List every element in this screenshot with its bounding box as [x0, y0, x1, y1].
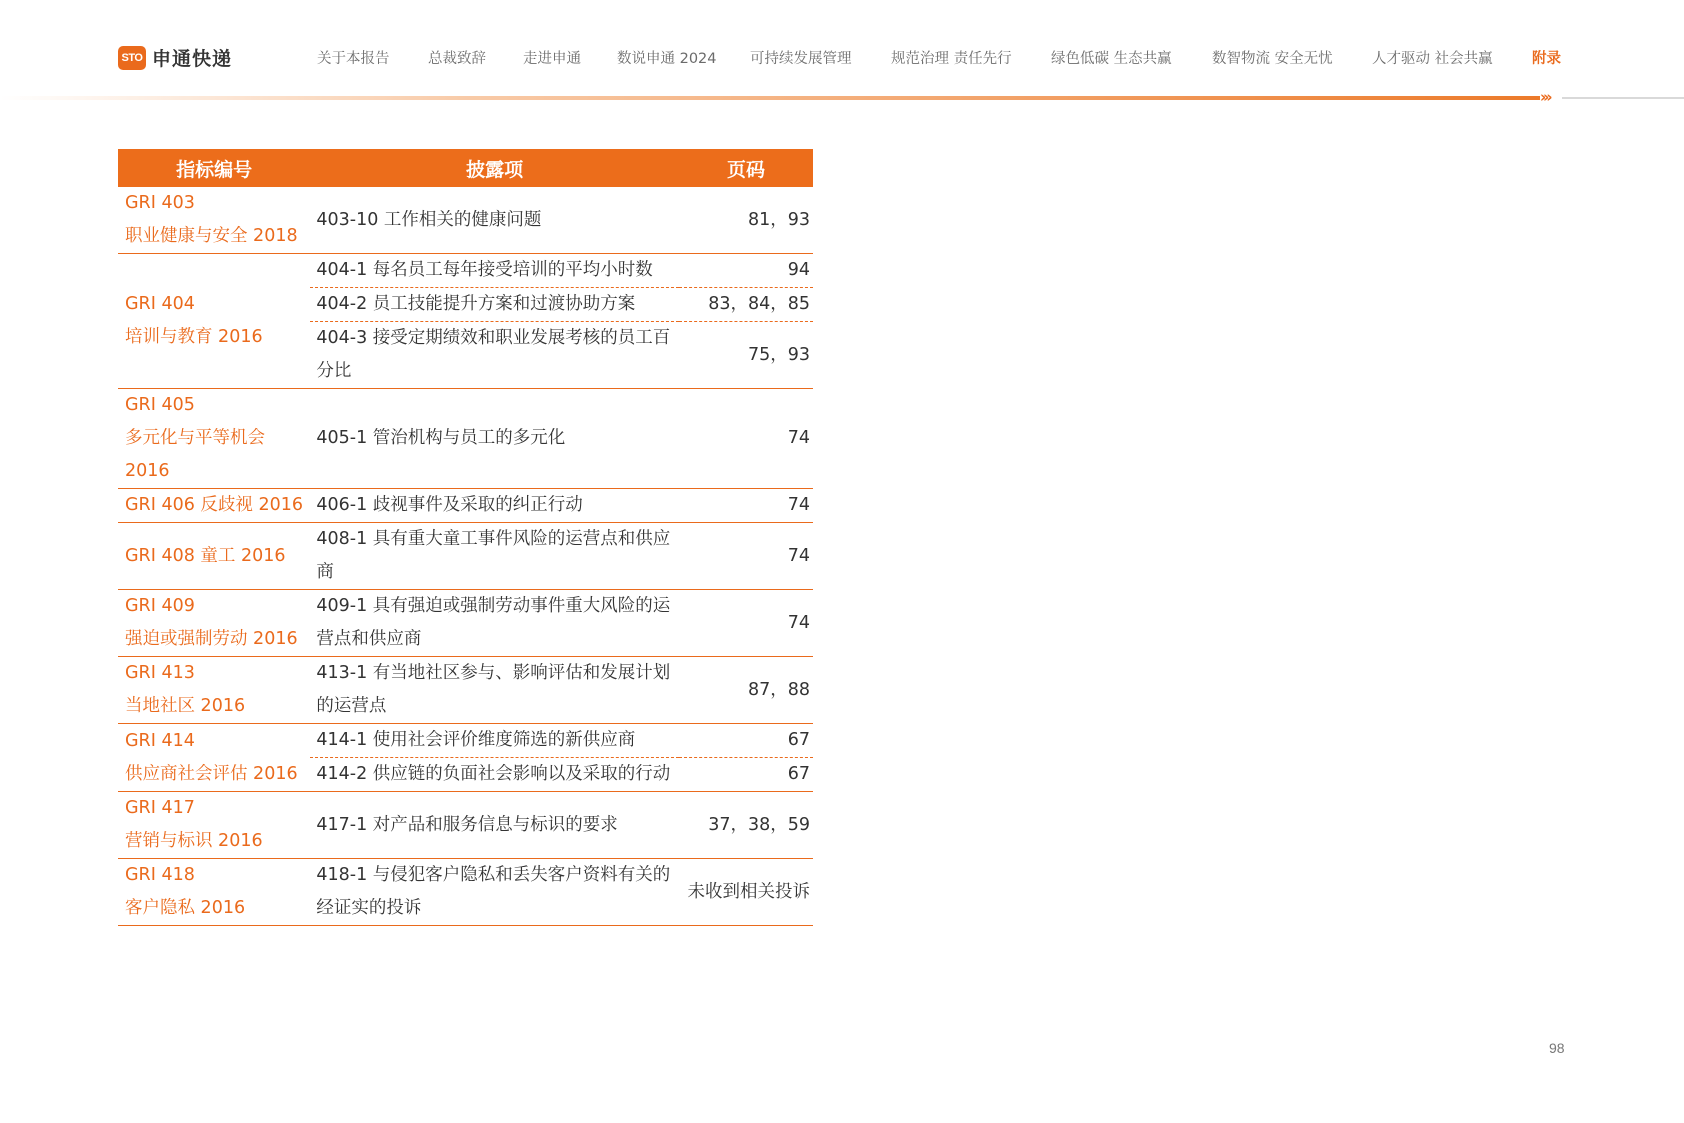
disclosure-cell: 404-1 每名员工每年接受培训的平均小时数: [310, 254, 679, 288]
indicator-code: GRI 405: [125, 395, 195, 415]
table-row: [118, 389, 813, 489]
page-cell: 75，93: [679, 322, 813, 389]
disclosure-cell: 403-10 工作相关的健康问题: [310, 187, 679, 254]
indicator-cell: [118, 859, 310, 926]
table-row: [118, 724, 813, 758]
indicator-title: 多元化与平等机会: [125, 428, 265, 448]
page-cell: 67: [679, 758, 813, 792]
table-row: [118, 859, 813, 926]
indicator-code: GRI 403: [125, 193, 195, 213]
disclosure-cell: 404-2 员工技能提升方案和过渡协助方案: [310, 288, 679, 322]
disclosure-cell: 408-1 具有重大童工事件风险的运营点和供应商: [310, 523, 679, 590]
indicator-code: GRI 404: [125, 294, 195, 314]
indicator-code: GRI 406 反歧视 2016: [125, 495, 304, 515]
nav-item-sustainability-management[interactable]: 可持续发展管理: [750, 51, 852, 67]
page-cell: 87，88: [679, 657, 813, 724]
page-cell: 未收到相关投诉: [679, 859, 813, 926]
nav-item-digital-logistics[interactable]: 数智物流 安全无忧: [1212, 51, 1333, 67]
table-row: [118, 187, 813, 254]
disclosure-cell: 409-1 具有强迫或强制劳动事件重大风险的运营点和供应商: [310, 590, 679, 657]
indicator-cell: [118, 254, 310, 389]
indicator-cell: [118, 389, 310, 489]
indicator-cell: [118, 523, 310, 590]
indicator-cell: [118, 792, 310, 859]
column-header-indicator: 指标编号: [118, 149, 310, 187]
indicator-code: GRI 417: [125, 798, 195, 818]
indicator-code: GRI 409: [125, 596, 195, 616]
table-row: [118, 523, 813, 590]
indicator-title: 培训与教育 2016: [125, 327, 263, 347]
indicator-title: 强迫或强制劳动 2016: [125, 629, 298, 649]
header-gradient-line: [0, 96, 1540, 100]
indicator-cell: [118, 187, 310, 254]
table-row: [118, 792, 813, 859]
indicator-title: 当地社区 2016: [125, 696, 246, 716]
page-cell: 67: [679, 724, 813, 758]
indicator-cell: [118, 724, 310, 792]
page-cell: 81，93: [679, 187, 813, 254]
logo-text: 申通快递: [152, 48, 233, 70]
indicator-code: GRI 413: [125, 663, 195, 683]
nav-item-about-sto[interactable]: 走进申通: [523, 51, 581, 67]
page-cell: 74: [679, 389, 813, 489]
page-number: 98: [1549, 1040, 1565, 1056]
nav-item-governance[interactable]: 规范治理 责任先行: [891, 51, 1012, 67]
header-gray-line: [1562, 97, 1684, 99]
page-cell: 74: [679, 590, 813, 657]
gri-index-table: [118, 149, 813, 926]
nav-item-talent-society[interactable]: 人才驱动 社会共赢: [1372, 51, 1493, 67]
nav-item-president-message[interactable]: 总裁致辞: [428, 51, 486, 67]
nav-item-about-report[interactable]: 关于本报告: [317, 51, 390, 67]
disclosure-cell: 413-1 有当地社区参与、影响评估和发展计划的运营点: [310, 657, 679, 724]
nav-item-green-low-carbon[interactable]: 绿色低碳 生态共赢: [1051, 51, 1172, 67]
page-header: [0, 0, 1684, 106]
indicator-title: 供应商社会评估 2016: [125, 763, 298, 784]
indicator-code: GRI 418: [125, 865, 195, 885]
disclosure-cell: 405-1 管治机构与员工的多元化: [310, 389, 679, 489]
logo-badge-icon: STO: [118, 46, 146, 70]
page-cell: 83，84，85: [679, 288, 813, 322]
indicator-title: 客户隐私 2016: [125, 898, 246, 918]
disclosure-cell: 417-1 对产品和服务信息与标识的要求: [310, 792, 679, 859]
indicator-code: GRI 408 童工 2016: [125, 545, 286, 566]
disclosure-cell: 404-3 接受定期绩效和职业发展考核的员工百分比: [310, 322, 679, 389]
page-cell: 37，38，59: [679, 792, 813, 859]
column-header-disclosure: 披露项: [310, 149, 679, 187]
disclosure-cell: 406-1 歧视事件及采取的纠正行动: [310, 489, 679, 523]
table-row: [118, 254, 813, 288]
indicator-title: 营销与标识 2016: [125, 831, 263, 851]
indicator-year: 2016: [125, 461, 170, 481]
indicator-cell: [118, 489, 310, 523]
page-cell: 74: [679, 523, 813, 590]
sto-logo[interactable]: [118, 44, 232, 71]
table-row: [118, 489, 813, 523]
chevron-right-icon: ›››: [1540, 88, 1550, 106]
table-row: [118, 657, 813, 724]
indicator-title: 职业健康与安全 2018: [125, 226, 298, 246]
indicator-code: GRI 414: [125, 730, 195, 751]
nav-item-sto-in-numbers[interactable]: 数说申通 2024: [617, 51, 717, 67]
disclosure-cell: 414-1 使用社会评价维度筛选的新供应商: [310, 724, 679, 758]
indicator-cell: [118, 657, 310, 724]
page-cell: 94: [679, 254, 813, 288]
page-cell: 74: [679, 489, 813, 523]
table-row: [118, 590, 813, 657]
nav-item-appendix[interactable]: 附录: [1532, 51, 1561, 67]
table-header-row: [118, 149, 813, 187]
disclosure-cell: 414-2 供应链的负面社会影响以及采取的行动: [310, 758, 679, 792]
column-header-page: 页码: [679, 149, 813, 187]
indicator-cell: [118, 590, 310, 657]
disclosure-cell: 418-1 与侵犯客户隐私和丢失客户资料有关的经证实的投诉: [310, 859, 679, 926]
